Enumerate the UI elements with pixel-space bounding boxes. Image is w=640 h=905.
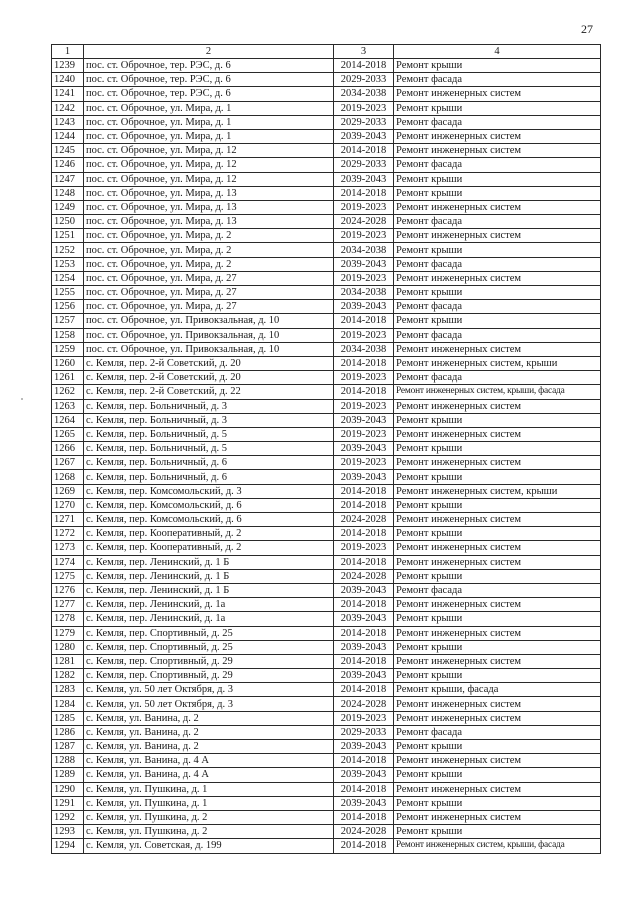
row-number-cell: 1261 (52, 371, 84, 385)
address-cell: с. Кемля, пер. Больничный, д. 5 (84, 427, 334, 441)
period-cell: 2039-2043 (334, 640, 394, 654)
table-row (52, 825, 601, 839)
address-cell: с. Кемля, пер. Ленинский, д. 1 Б (84, 569, 334, 583)
work-type-cell: Ремонт инженерных систем (394, 456, 601, 470)
row-number-cell: 1255 (52, 286, 84, 300)
address-cell: с. Кемля, ул. Пушкина, д. 2 (84, 810, 334, 824)
period-cell: 2024-2028 (334, 825, 394, 839)
row-number-cell: 1286 (52, 725, 84, 739)
address-cell: с. Кемля, пер. 2-й Советский, д. 22 (84, 385, 334, 399)
work-type-cell: Ремонт инженерных систем, крыши, фасада (394, 839, 601, 853)
scan-speck (21, 398, 23, 400)
period-cell: 2024-2028 (334, 569, 394, 583)
work-type-cell: Ремонт крыши (394, 172, 601, 186)
table-row (52, 810, 601, 824)
address-cell: с. Кемля, пер. Кооперативный, д. 2 (84, 527, 334, 541)
row-number-cell: 1267 (52, 456, 84, 470)
period-cell: 2014-2018 (334, 626, 394, 640)
work-type-cell: Ремонт крыши (394, 59, 601, 73)
address-cell: с. Кемля, ул. Пушкина, д. 1 (84, 782, 334, 796)
table-row (52, 782, 601, 796)
address-cell: пос. ст. Оброчное, ул. Привокзальная, д. 10 (84, 314, 334, 328)
table-row (52, 640, 601, 654)
address-cell: с. Кемля, ул. Ванина, д. 2 (84, 740, 334, 754)
period-cell: 2039-2043 (334, 413, 394, 427)
row-number-cell: 1290 (52, 782, 84, 796)
address-cell: с. Кемля, пер. Спортивный, д. 25 (84, 626, 334, 640)
row-number-cell: 1251 (52, 229, 84, 243)
table-row (52, 725, 601, 739)
address-cell: с. Кемля, пер. Спортивный, д. 29 (84, 669, 334, 683)
address-cell: с. Кемля, ул. 50 лет Октября, д. 3 (84, 697, 334, 711)
work-type-cell: Ремонт инженерных систем (394, 711, 601, 725)
header-row (52, 45, 601, 59)
period-cell: 2039-2043 (334, 129, 394, 143)
row-number-cell: 1277 (52, 598, 84, 612)
period-cell: 2029-2033 (334, 73, 394, 87)
work-type-cell: Ремонт крыши (394, 569, 601, 583)
row-number-cell: 1268 (52, 470, 84, 484)
work-type-cell: Ремонт инженерных систем (394, 200, 601, 214)
row-number-cell: 1269 (52, 484, 84, 498)
table-row (52, 385, 601, 399)
work-type-cell: Ремонт крыши (394, 286, 601, 300)
work-type-cell: Ремонт инженерных систем (394, 513, 601, 527)
column-header-number: 1 (52, 45, 84, 59)
period-cell: 2019-2023 (334, 427, 394, 441)
table-row (52, 740, 601, 754)
address-cell: пос. ст. Оброчное, ул. Мира, д. 13 (84, 200, 334, 214)
row-number-cell: 1271 (52, 513, 84, 527)
address-cell: с. Кемля, пер. Комсомольский, д. 3 (84, 484, 334, 498)
row-number-cell: 1284 (52, 697, 84, 711)
period-cell: 2024-2028 (334, 513, 394, 527)
work-type-cell: Ремонт крыши (394, 101, 601, 115)
row-number-cell: 1242 (52, 101, 84, 115)
work-type-cell: Ремонт фасада (394, 215, 601, 229)
period-cell: 2039-2043 (334, 583, 394, 597)
address-cell: с. Кемля, пер. 2-й Советский, д. 20 (84, 356, 334, 370)
row-number-cell: 1258 (52, 328, 84, 342)
table-row (52, 754, 601, 768)
table-row (52, 541, 601, 555)
work-type-cell: Ремонт инженерных систем (394, 598, 601, 612)
period-cell: 2019-2023 (334, 399, 394, 413)
work-type-cell: Ремонт фасада (394, 371, 601, 385)
table-row (52, 271, 601, 285)
address-cell: с. Кемля, пер. Комсомольский, д. 6 (84, 513, 334, 527)
period-cell: 2014-2018 (334, 144, 394, 158)
row-number-cell: 1260 (52, 356, 84, 370)
work-type-cell: Ремонт крыши (394, 470, 601, 484)
address-cell: с. Кемля, пер. Больничный, д. 3 (84, 413, 334, 427)
period-cell: 2014-2018 (334, 555, 394, 569)
row-number-cell: 1289 (52, 768, 84, 782)
table-row (52, 598, 601, 612)
row-number-cell: 1264 (52, 413, 84, 427)
table-row (52, 612, 601, 626)
table-row (52, 257, 601, 271)
table-row (52, 498, 601, 512)
work-type-cell: Ремонт крыши (394, 796, 601, 810)
address-cell: пос. ст. Оброчное, ул. Мира, д. 27 (84, 286, 334, 300)
work-type-cell: Ремонт фасада (394, 158, 601, 172)
period-cell: 2039-2043 (334, 442, 394, 456)
work-type-cell: Ремонт фасада (394, 257, 601, 271)
row-number-cell: 1272 (52, 527, 84, 541)
work-type-cell: Ремонт крыши (394, 186, 601, 200)
address-cell: пос. ст. Оброчное, ул. Мира, д. 13 (84, 186, 334, 200)
period-cell: 2019-2023 (334, 541, 394, 555)
period-cell: 2024-2028 (334, 215, 394, 229)
period-cell: 2014-2018 (334, 59, 394, 73)
work-type-cell: Ремонт инженерных систем (394, 87, 601, 101)
table-row (52, 456, 601, 470)
work-type-cell: Ремонт крыши (394, 612, 601, 626)
address-cell: с. Кемля, ул. Пушкина, д. 1 (84, 796, 334, 810)
work-type-cell: Ремонт инженерных систем, крыши, фасада (394, 385, 601, 399)
address-cell: с. Кемля, ул. Ванина, д. 4 А (84, 754, 334, 768)
table-row (52, 442, 601, 456)
table-row (52, 470, 601, 484)
row-number-cell: 1278 (52, 612, 84, 626)
row-number-cell: 1244 (52, 129, 84, 143)
address-cell: пос. ст. Оброчное, ул. Мира, д. 1 (84, 101, 334, 115)
page-number: 27 (581, 22, 593, 36)
address-cell: пос. ст. Оброчное, ул. Мира, д. 2 (84, 243, 334, 257)
address-cell: с. Кемля, пер. Ленинский, д. 1а (84, 612, 334, 626)
work-type-cell: Ремонт инженерных систем (394, 342, 601, 356)
table-row (52, 328, 601, 342)
row-number-cell: 1263 (52, 399, 84, 413)
period-cell: 2034-2038 (334, 286, 394, 300)
table-row (52, 158, 601, 172)
period-cell: 2019-2023 (334, 328, 394, 342)
period-cell: 2014-2018 (334, 385, 394, 399)
address-cell: с. Кемля, ул. 50 лет Октября, д. 3 (84, 683, 334, 697)
work-type-cell: Ремонт инженерных систем (394, 129, 601, 143)
period-cell: 2039-2043 (334, 172, 394, 186)
period-cell: 2029-2033 (334, 725, 394, 739)
work-type-cell: Ремонт фасада (394, 583, 601, 597)
table-row (52, 413, 601, 427)
work-type-cell: Ремонт крыши (394, 740, 601, 754)
address-cell: пос. ст. Оброчное, ул. Привокзальная, д. 10 (84, 328, 334, 342)
row-number-cell: 1256 (52, 300, 84, 314)
row-number-cell: 1254 (52, 271, 84, 285)
table-row (52, 683, 601, 697)
address-cell: пос. ст. Оброчное, ул. Мира, д. 12 (84, 144, 334, 158)
row-number-cell: 1247 (52, 172, 84, 186)
table-row (52, 300, 601, 314)
period-cell: 2014-2018 (334, 314, 394, 328)
table-row (52, 669, 601, 683)
work-type-cell: Ремонт крыши (394, 314, 601, 328)
address-cell: с. Кемля, ул. Ванина, д. 2 (84, 711, 334, 725)
address-cell: пос. ст. Оброчное, тер. РЭС, д. 6 (84, 87, 334, 101)
period-cell: 2034-2038 (334, 342, 394, 356)
period-cell: 2014-2018 (334, 598, 394, 612)
row-number-cell: 1281 (52, 654, 84, 668)
work-type-cell: Ремонт инженерных систем (394, 541, 601, 555)
row-number-cell: 1239 (52, 59, 84, 73)
table-body (52, 45, 601, 854)
work-type-cell: Ремонт инженерных систем (394, 555, 601, 569)
row-number-cell: 1288 (52, 754, 84, 768)
table-row (52, 215, 601, 229)
table-row (52, 697, 601, 711)
row-number-cell: 1280 (52, 640, 84, 654)
address-cell: с. Кемля, пер. Кооперативный, д. 2 (84, 541, 334, 555)
address-cell: с. Кемля, ул. Ванина, д. 2 (84, 725, 334, 739)
address-cell: пос. ст. Оброчное, ул. Мира, д. 12 (84, 158, 334, 172)
address-cell: с. Кемля, пер. Ленинский, д. 1 Б (84, 583, 334, 597)
period-cell: 2014-2018 (334, 810, 394, 824)
table-row (52, 839, 601, 853)
address-cell: пос. ст. Оброчное, ул. Мира, д. 13 (84, 215, 334, 229)
address-cell: пос. ст. Оброчное, ул. Привокзальная, д. 10 (84, 342, 334, 356)
table-row (52, 243, 601, 257)
address-cell: с. Кемля, пер. Больничный, д. 3 (84, 399, 334, 413)
work-type-cell: Ремонт крыши (394, 527, 601, 541)
period-cell: 2014-2018 (334, 654, 394, 668)
table-row (52, 342, 601, 356)
row-number-cell: 1279 (52, 626, 84, 640)
period-cell: 2014-2018 (334, 484, 394, 498)
row-number-cell: 1253 (52, 257, 84, 271)
table-row (52, 115, 601, 129)
table-row (52, 555, 601, 569)
row-number-cell: 1283 (52, 683, 84, 697)
period-cell: 2039-2043 (334, 612, 394, 626)
address-cell: с. Кемля, пер. Ленинский, д. 1 Б (84, 555, 334, 569)
address-cell: пос. ст. Оброчное, ул. Мира, д. 1 (84, 129, 334, 143)
period-cell: 2014-2018 (334, 356, 394, 370)
period-cell: 2039-2043 (334, 300, 394, 314)
work-type-cell: Ремонт фасада (394, 328, 601, 342)
column-header-work: 4 (394, 45, 601, 59)
column-header-address: 2 (84, 45, 334, 59)
period-cell: 2019-2023 (334, 371, 394, 385)
row-number-cell: 1248 (52, 186, 84, 200)
address-cell: с. Кемля, ул. Пушкина, д. 2 (84, 825, 334, 839)
period-cell: 2034-2038 (334, 243, 394, 257)
table-row (52, 229, 601, 243)
work-type-cell: Ремонт фасада (394, 725, 601, 739)
row-number-cell: 1259 (52, 342, 84, 356)
row-number-cell: 1275 (52, 569, 84, 583)
period-cell: 2039-2043 (334, 768, 394, 782)
row-number-cell: 1287 (52, 740, 84, 754)
row-number-cell: 1276 (52, 583, 84, 597)
address-cell: с. Кемля, пер. 2-й Советский, д. 20 (84, 371, 334, 385)
table-row (52, 484, 601, 498)
table-row (52, 87, 601, 101)
period-cell: 2014-2018 (334, 683, 394, 697)
work-type-cell: Ремонт крыши (394, 669, 601, 683)
work-type-cell: Ремонт инженерных систем (394, 697, 601, 711)
work-type-cell: Ремонт инженерных систем (394, 810, 601, 824)
row-number-cell: 1241 (52, 87, 84, 101)
work-type-cell: Ремонт инженерных систем (394, 271, 601, 285)
work-type-cell: Ремонт инженерных систем (394, 782, 601, 796)
table-row (52, 626, 601, 640)
column-header-period: 3 (334, 45, 394, 59)
table-row (52, 186, 601, 200)
period-cell: 2019-2023 (334, 456, 394, 470)
table-row (52, 796, 601, 810)
work-type-cell: Ремонт крыши (394, 768, 601, 782)
table-row (52, 144, 601, 158)
work-type-cell: Ремонт инженерных систем (394, 626, 601, 640)
table-row (52, 356, 601, 370)
work-type-cell: Ремонт крыши (394, 413, 601, 427)
work-type-cell: Ремонт фасада (394, 300, 601, 314)
address-cell: с. Кемля, пер. Больничный, д. 5 (84, 442, 334, 456)
address-cell: пос. ст. Оброчное, ул. Мира, д. 2 (84, 257, 334, 271)
work-type-cell: Ремонт инженерных систем (394, 399, 601, 413)
period-cell: 2014-2018 (334, 839, 394, 853)
period-cell: 2014-2018 (334, 754, 394, 768)
period-cell: 2039-2043 (334, 669, 394, 683)
row-number-cell: 1262 (52, 385, 84, 399)
work-type-cell: Ремонт крыши (394, 498, 601, 512)
table-row (52, 314, 601, 328)
period-cell: 2039-2043 (334, 470, 394, 484)
address-cell: пос. ст. Оброчное, ул. Мира, д. 27 (84, 300, 334, 314)
table-row (52, 129, 601, 143)
row-number-cell: 1291 (52, 796, 84, 810)
period-cell: 2019-2023 (334, 711, 394, 725)
work-type-cell: Ремонт крыши (394, 243, 601, 257)
work-type-cell: Ремонт инженерных систем, крыши (394, 356, 601, 370)
period-cell: 2029-2033 (334, 158, 394, 172)
address-cell: с. Кемля, ул. Советская, д. 199 (84, 839, 334, 853)
repair-schedule-table (51, 44, 601, 854)
table-row (52, 711, 601, 725)
address-cell: с. Кемля, ул. Ванина, д. 4 А (84, 768, 334, 782)
table-row (52, 527, 601, 541)
work-type-cell: Ремонт крыши (394, 825, 601, 839)
period-cell: 2019-2023 (334, 229, 394, 243)
period-cell: 2039-2043 (334, 257, 394, 271)
work-type-cell: Ремонт фасада (394, 115, 601, 129)
period-cell: 2029-2033 (334, 115, 394, 129)
table-row (52, 200, 601, 214)
work-type-cell: Ремонт крыши (394, 442, 601, 456)
address-cell: с. Кемля, пер. Комсомольский, д. 6 (84, 498, 334, 512)
table-row (52, 73, 601, 87)
work-type-cell: Ремонт инженерных систем (394, 754, 601, 768)
row-number-cell: 1266 (52, 442, 84, 456)
row-number-cell: 1282 (52, 669, 84, 683)
address-cell: пос. ст. Оброчное, ул. Мира, д. 12 (84, 172, 334, 186)
table-row (52, 286, 601, 300)
address-cell: с. Кемля, пер. Больничный, д. 6 (84, 470, 334, 484)
work-type-cell: Ремонт инженерных систем, крыши (394, 484, 601, 498)
period-cell: 2019-2023 (334, 101, 394, 115)
work-type-cell: Ремонт инженерных систем (394, 654, 601, 668)
table-row (52, 583, 601, 597)
address-cell: с. Кемля, пер. Больничный, д. 6 (84, 456, 334, 470)
row-number-cell: 1250 (52, 215, 84, 229)
address-cell: пос. ст. Оброчное, ул. Мира, д. 1 (84, 115, 334, 129)
period-cell: 2039-2043 (334, 796, 394, 810)
row-number-cell: 1292 (52, 810, 84, 824)
table-row (52, 654, 601, 668)
work-type-cell: Ремонт инженерных систем (394, 229, 601, 243)
work-type-cell: Ремонт инженерных систем (394, 144, 601, 158)
address-cell: с. Кемля, пер. Ленинский, д. 1а (84, 598, 334, 612)
work-type-cell: Ремонт крыши, фасада (394, 683, 601, 697)
address-cell: с. Кемля, пер. Спортивный, д. 29 (84, 654, 334, 668)
row-number-cell: 1257 (52, 314, 84, 328)
work-type-cell: Ремонт крыши (394, 640, 601, 654)
period-cell: 2014-2018 (334, 186, 394, 200)
table-row (52, 399, 601, 413)
work-type-cell: Ремонт инженерных систем (394, 427, 601, 441)
work-type-cell: Ремонт фасада (394, 73, 601, 87)
address-cell: пос. ст. Оброчное, ул. Мира, д. 2 (84, 229, 334, 243)
row-number-cell: 1293 (52, 825, 84, 839)
row-number-cell: 1265 (52, 427, 84, 441)
table-row (52, 59, 601, 73)
table-row (52, 101, 601, 115)
row-number-cell: 1240 (52, 73, 84, 87)
row-number-cell: 1294 (52, 839, 84, 853)
period-cell: 2019-2023 (334, 271, 394, 285)
row-number-cell: 1252 (52, 243, 84, 257)
table-row (52, 427, 601, 441)
row-number-cell: 1285 (52, 711, 84, 725)
period-cell: 2034-2038 (334, 87, 394, 101)
period-cell: 2014-2018 (334, 527, 394, 541)
table-row (52, 569, 601, 583)
table-row (52, 768, 601, 782)
table-row (52, 513, 601, 527)
address-cell: с. Кемля, пер. Спортивный, д. 25 (84, 640, 334, 654)
row-number-cell: 1249 (52, 200, 84, 214)
period-cell: 2039-2043 (334, 740, 394, 754)
period-cell: 2014-2018 (334, 498, 394, 512)
period-cell: 2014-2018 (334, 782, 394, 796)
table-row (52, 172, 601, 186)
table-row (52, 371, 601, 385)
row-number-cell: 1243 (52, 115, 84, 129)
address-cell: пос. ст. Оброчное, ул. Мира, д. 27 (84, 271, 334, 285)
period-cell: 2024-2028 (334, 697, 394, 711)
row-number-cell: 1270 (52, 498, 84, 512)
row-number-cell: 1246 (52, 158, 84, 172)
row-number-cell: 1274 (52, 555, 84, 569)
address-cell: пос. ст. Оброчное, тер. РЭС, д. 6 (84, 59, 334, 73)
period-cell: 2019-2023 (334, 200, 394, 214)
address-cell: пос. ст. Оброчное, тер. РЭС, д. 6 (84, 73, 334, 87)
row-number-cell: 1273 (52, 541, 84, 555)
row-number-cell: 1245 (52, 144, 84, 158)
